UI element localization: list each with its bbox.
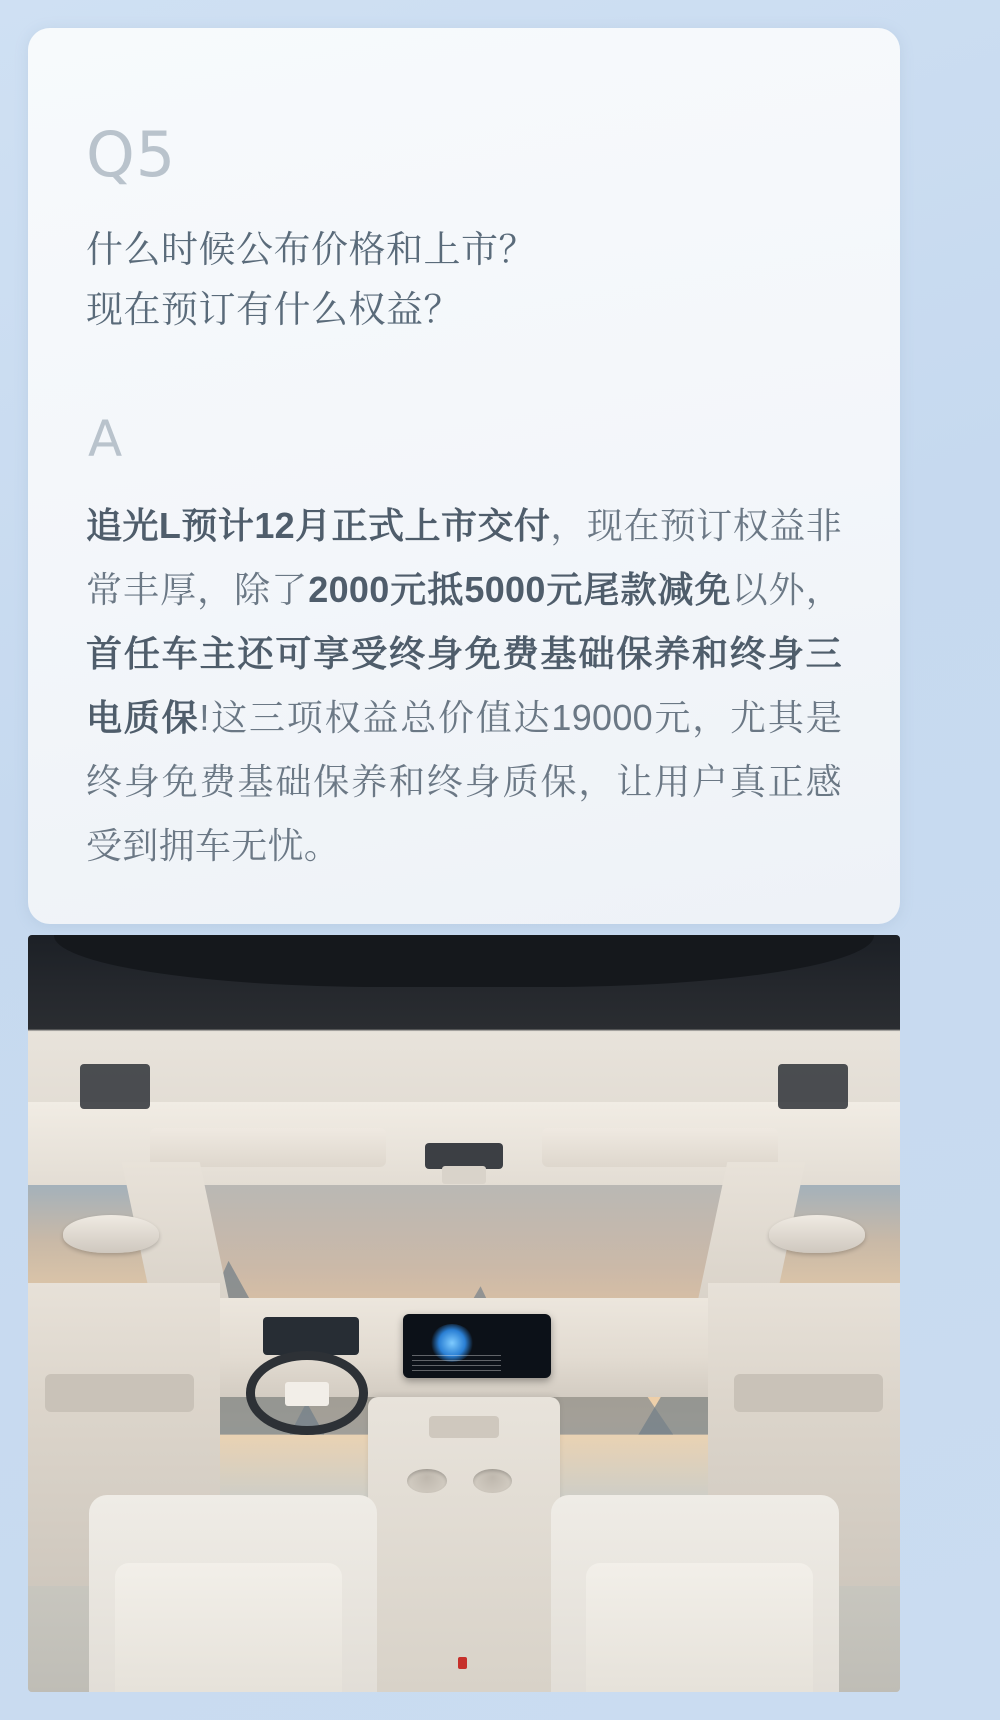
faq-card-body [28, 28, 900, 924]
right-door-armrest [734, 1374, 882, 1412]
question-line-2: 现在预订有什么权益？ [86, 288, 461, 330]
center-display [403, 1314, 551, 1378]
display-menu-rows [412, 1355, 501, 1372]
answer-bold-warranty: 首任车主还可享受终身免费基础保养和终身三电质保 [86, 633, 842, 739]
answer-bold-deposit: 2000元抵5000元尾款减免 [308, 568, 732, 610]
car-interior-photo [28, 935, 900, 1692]
instrument-cluster [263, 1317, 359, 1355]
driver-seat-back [115, 1563, 342, 1692]
right-side-mirror [769, 1215, 865, 1253]
faq-card [28, 28, 900, 924]
left-pillar-speaker-icon [80, 1064, 150, 1109]
console-tray [429, 1416, 499, 1439]
right-pillar-speaker-icon [778, 1064, 848, 1109]
question-line-1: 什么时候公布价格和上市？ [86, 229, 536, 270]
left-side-mirror [63, 1215, 159, 1253]
cup-holder-right [473, 1469, 512, 1493]
question-number-label: Q5 [86, 118, 177, 191]
center-console [368, 1397, 560, 1692]
panoramic-glass-inner [54, 935, 874, 987]
answer-plain-2: 以外， [731, 568, 843, 610]
answer-plain-1: ，现在预订权益非常丰厚，除了 [86, 504, 842, 610]
answer-label: A [88, 409, 123, 468]
rearview-mount [442, 1166, 486, 1184]
passenger-seat-back [586, 1563, 813, 1692]
answer-bold-launch: 追光L预计12月正式上市交付 [86, 504, 551, 546]
steering-wheel-logo [285, 1382, 329, 1406]
question-text [86, 220, 842, 340]
cup-holder-left [407, 1469, 446, 1493]
console-accent-marker [458, 1657, 467, 1669]
answer-plain-3: !这三项权益总价值达19000元，尤其是终身免费基础保养和终身质保，让用户真正感受到拥车无忧。 [86, 697, 843, 867]
answer-text [86, 494, 842, 878]
left-door-armrest [45, 1374, 193, 1412]
